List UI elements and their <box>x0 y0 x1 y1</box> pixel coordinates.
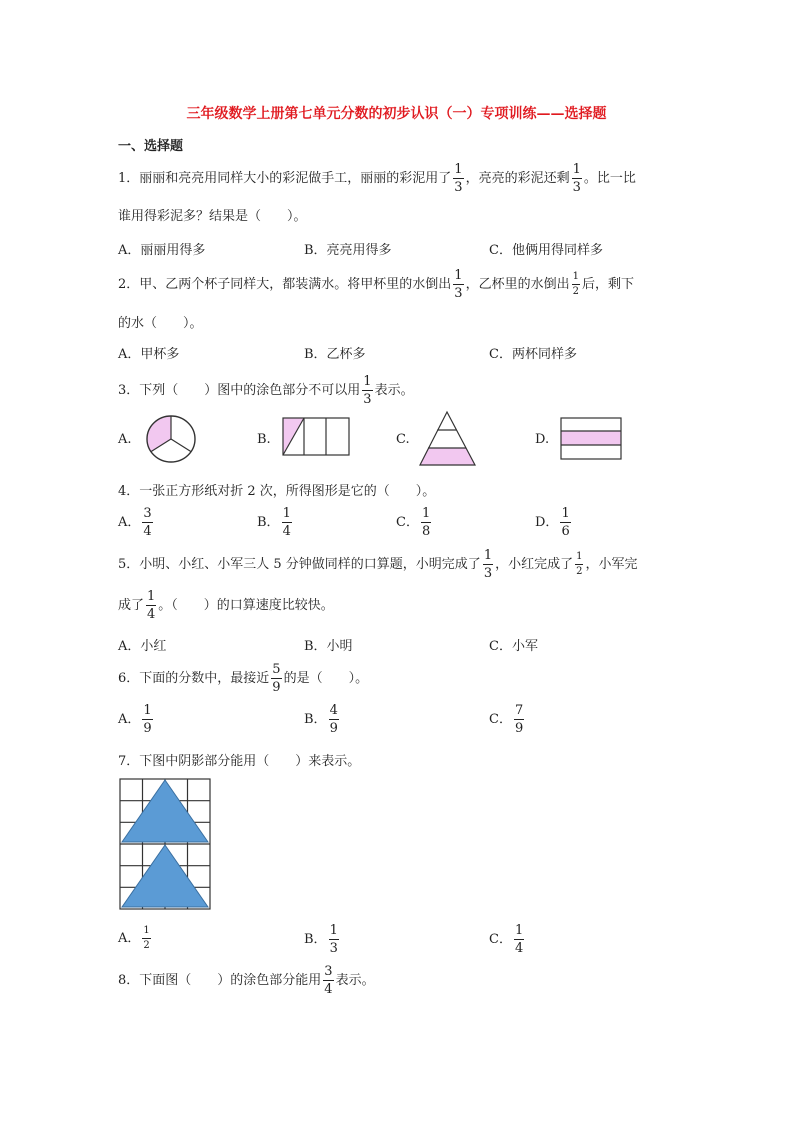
q3-option-b-label[interactable]: B. <box>257 432 271 447</box>
fraction: $\frac{7}{9}$ <box>514 703 524 736</box>
fraction: $\frac{3}{4}$ <box>143 506 152 539</box>
q6-option-b[interactable]: B． $\frac{4}{9}$ <box>304 703 338 736</box>
q7-option-b[interactable]: B． $\frac{1}{3}$ <box>304 923 338 956</box>
q6-option-a[interactable]: A． $\frac{1}{9}$ <box>118 703 152 736</box>
question-6-text: 6．下面的分数中，最接近 $\frac{5}{9}$ 的是（ ）。 <box>118 662 369 695</box>
fraction: $\frac{1}{4}$ <box>514 923 524 956</box>
fraction: $\frac{1}{4}$ <box>282 506 291 539</box>
q3-figure-c-triangle[interactable] <box>419 410 477 467</box>
q3-option-d-label[interactable]: D. <box>535 432 550 447</box>
q1-option-a[interactable]: A．丽丽用得多 <box>118 243 206 258</box>
fraction: $\frac{1}{8}$ <box>421 506 431 539</box>
fraction: $\frac{1}{2}$ <box>143 925 150 951</box>
fraction: $\frac{1}{4}$ <box>147 589 156 622</box>
question-5-line-1: 5．小明、小红、小军三人 5 分钟做同样的口算题，小明完成了 $\frac{1}{3}$ ，小红完成了 $\frac{1}{2}$ ，小军完 <box>118 548 638 581</box>
question-7-text: 7．下图中阴影部分能用（ ）来表示。 <box>118 754 361 769</box>
fraction: $\frac{1}{2}$ <box>576 551 583 577</box>
q7-option-c[interactable]: C． $\frac{1}{4}$ <box>489 923 524 956</box>
fraction: $\frac{1}{3}$ <box>363 374 372 407</box>
q6-option-c[interactable]: C． $\frac{7}{9}$ <box>489 703 524 736</box>
question-2-line-1: 2．甲、乙两个杯子同样大，都装满水。将甲杯里的水倒出 $\frac{1}{3}$ ，乙杯里的水倒出 $\frac{1}{2}$ 后，剩下 <box>118 268 634 301</box>
fraction: $\frac{3}{4}$ <box>324 964 333 997</box>
fraction: $\frac{1}{3}$ <box>454 268 463 301</box>
fraction: $\frac{1}{3}$ <box>483 548 493 581</box>
q3-option-a-label[interactable]: A. <box>118 432 132 447</box>
q1-option-c[interactable]: C．他俩用得同样多 <box>489 243 603 258</box>
q4-option-d[interactable]: D． $\frac{1}{6}$ <box>535 506 570 539</box>
section-heading: 一、选择题 <box>118 139 184 154</box>
fraction: $\frac{4}{9}$ <box>329 703 338 736</box>
question-4-text: 4．一张正方形纸对折 2 次，所得图形是它的（ ）。 <box>118 484 436 499</box>
fraction: $\frac{5}{9}$ <box>272 662 281 695</box>
q5-option-c[interactable]: C．小军 <box>489 639 538 654</box>
shaded-triangle-top <box>122 780 208 842</box>
fraction: $\frac{1}{3}$ <box>329 923 338 956</box>
q3-figure-a-pie[interactable] <box>143 414 199 466</box>
q4-option-a[interactable]: A． $\frac{3}{4}$ <box>118 506 152 539</box>
fraction: $\frac{1}{3}$ <box>454 162 463 195</box>
fraction: $\frac{1}{2}$ <box>572 271 579 297</box>
fraction: $\frac{1}{6}$ <box>561 506 570 539</box>
fraction: $\frac{1}{9}$ <box>143 703 152 736</box>
q5-option-b[interactable]: B．小明 <box>304 639 353 654</box>
page-title: 三年级数学上册第七单元分数的初步认识（一）专项训练——选择题 <box>186 106 607 122</box>
q4-option-c[interactable]: C． $\frac{1}{8}$ <box>396 506 431 539</box>
q1-option-b[interactable]: B．亮亮用得多 <box>304 243 392 258</box>
question-1-line-2: 谁用得彩泥多？结果是（ ）。 <box>118 209 307 224</box>
q7-grid-figure <box>119 778 213 912</box>
q2-option-b[interactable]: B．乙杯多 <box>304 347 366 362</box>
q2-option-a[interactable]: A．甲杯多 <box>118 347 180 362</box>
rect-shaded-strip <box>561 431 621 445</box>
question-5-line-2: 成了 $\frac{1}{4}$ 。（ ）的口算速度比较快。 <box>118 589 334 622</box>
q5-option-a[interactable]: A．小红 <box>118 639 167 654</box>
q4-option-b[interactable]: B． $\frac{1}{4}$ <box>257 506 291 539</box>
question-8-text: 8．下面图（ ）的涂色部分能用 $\frac{3}{4}$ 表示。 <box>118 964 375 997</box>
q2-option-c[interactable]: C．两杯同样多 <box>489 347 577 362</box>
question-3-line-1: 3．下列（ ）图中的涂色部分不可以用 $\frac{1}{3}$ 表示。 <box>118 374 414 407</box>
shaded-triangle-bottom <box>122 845 208 907</box>
question-1-line-1: 1．丽丽和亮亮用同样大小的彩泥做手工，丽丽的彩泥用了 $\frac{1}{3}$ ，亮亮的彩泥还剩 $\frac{1}{3}$ 。比一比 <box>118 162 636 195</box>
fraction: $\frac{1}{3}$ <box>572 162 581 195</box>
q3-figure-d-rectangle[interactable] <box>560 417 622 461</box>
q3-option-c-label[interactable]: C. <box>396 432 410 447</box>
question-2-line-2: 的水（ ）。 <box>118 316 203 331</box>
q7-option-a[interactable]: A． $\frac{1}{2}$ <box>118 925 150 951</box>
q3-figure-b-rectangles[interactable] <box>282 417 350 457</box>
